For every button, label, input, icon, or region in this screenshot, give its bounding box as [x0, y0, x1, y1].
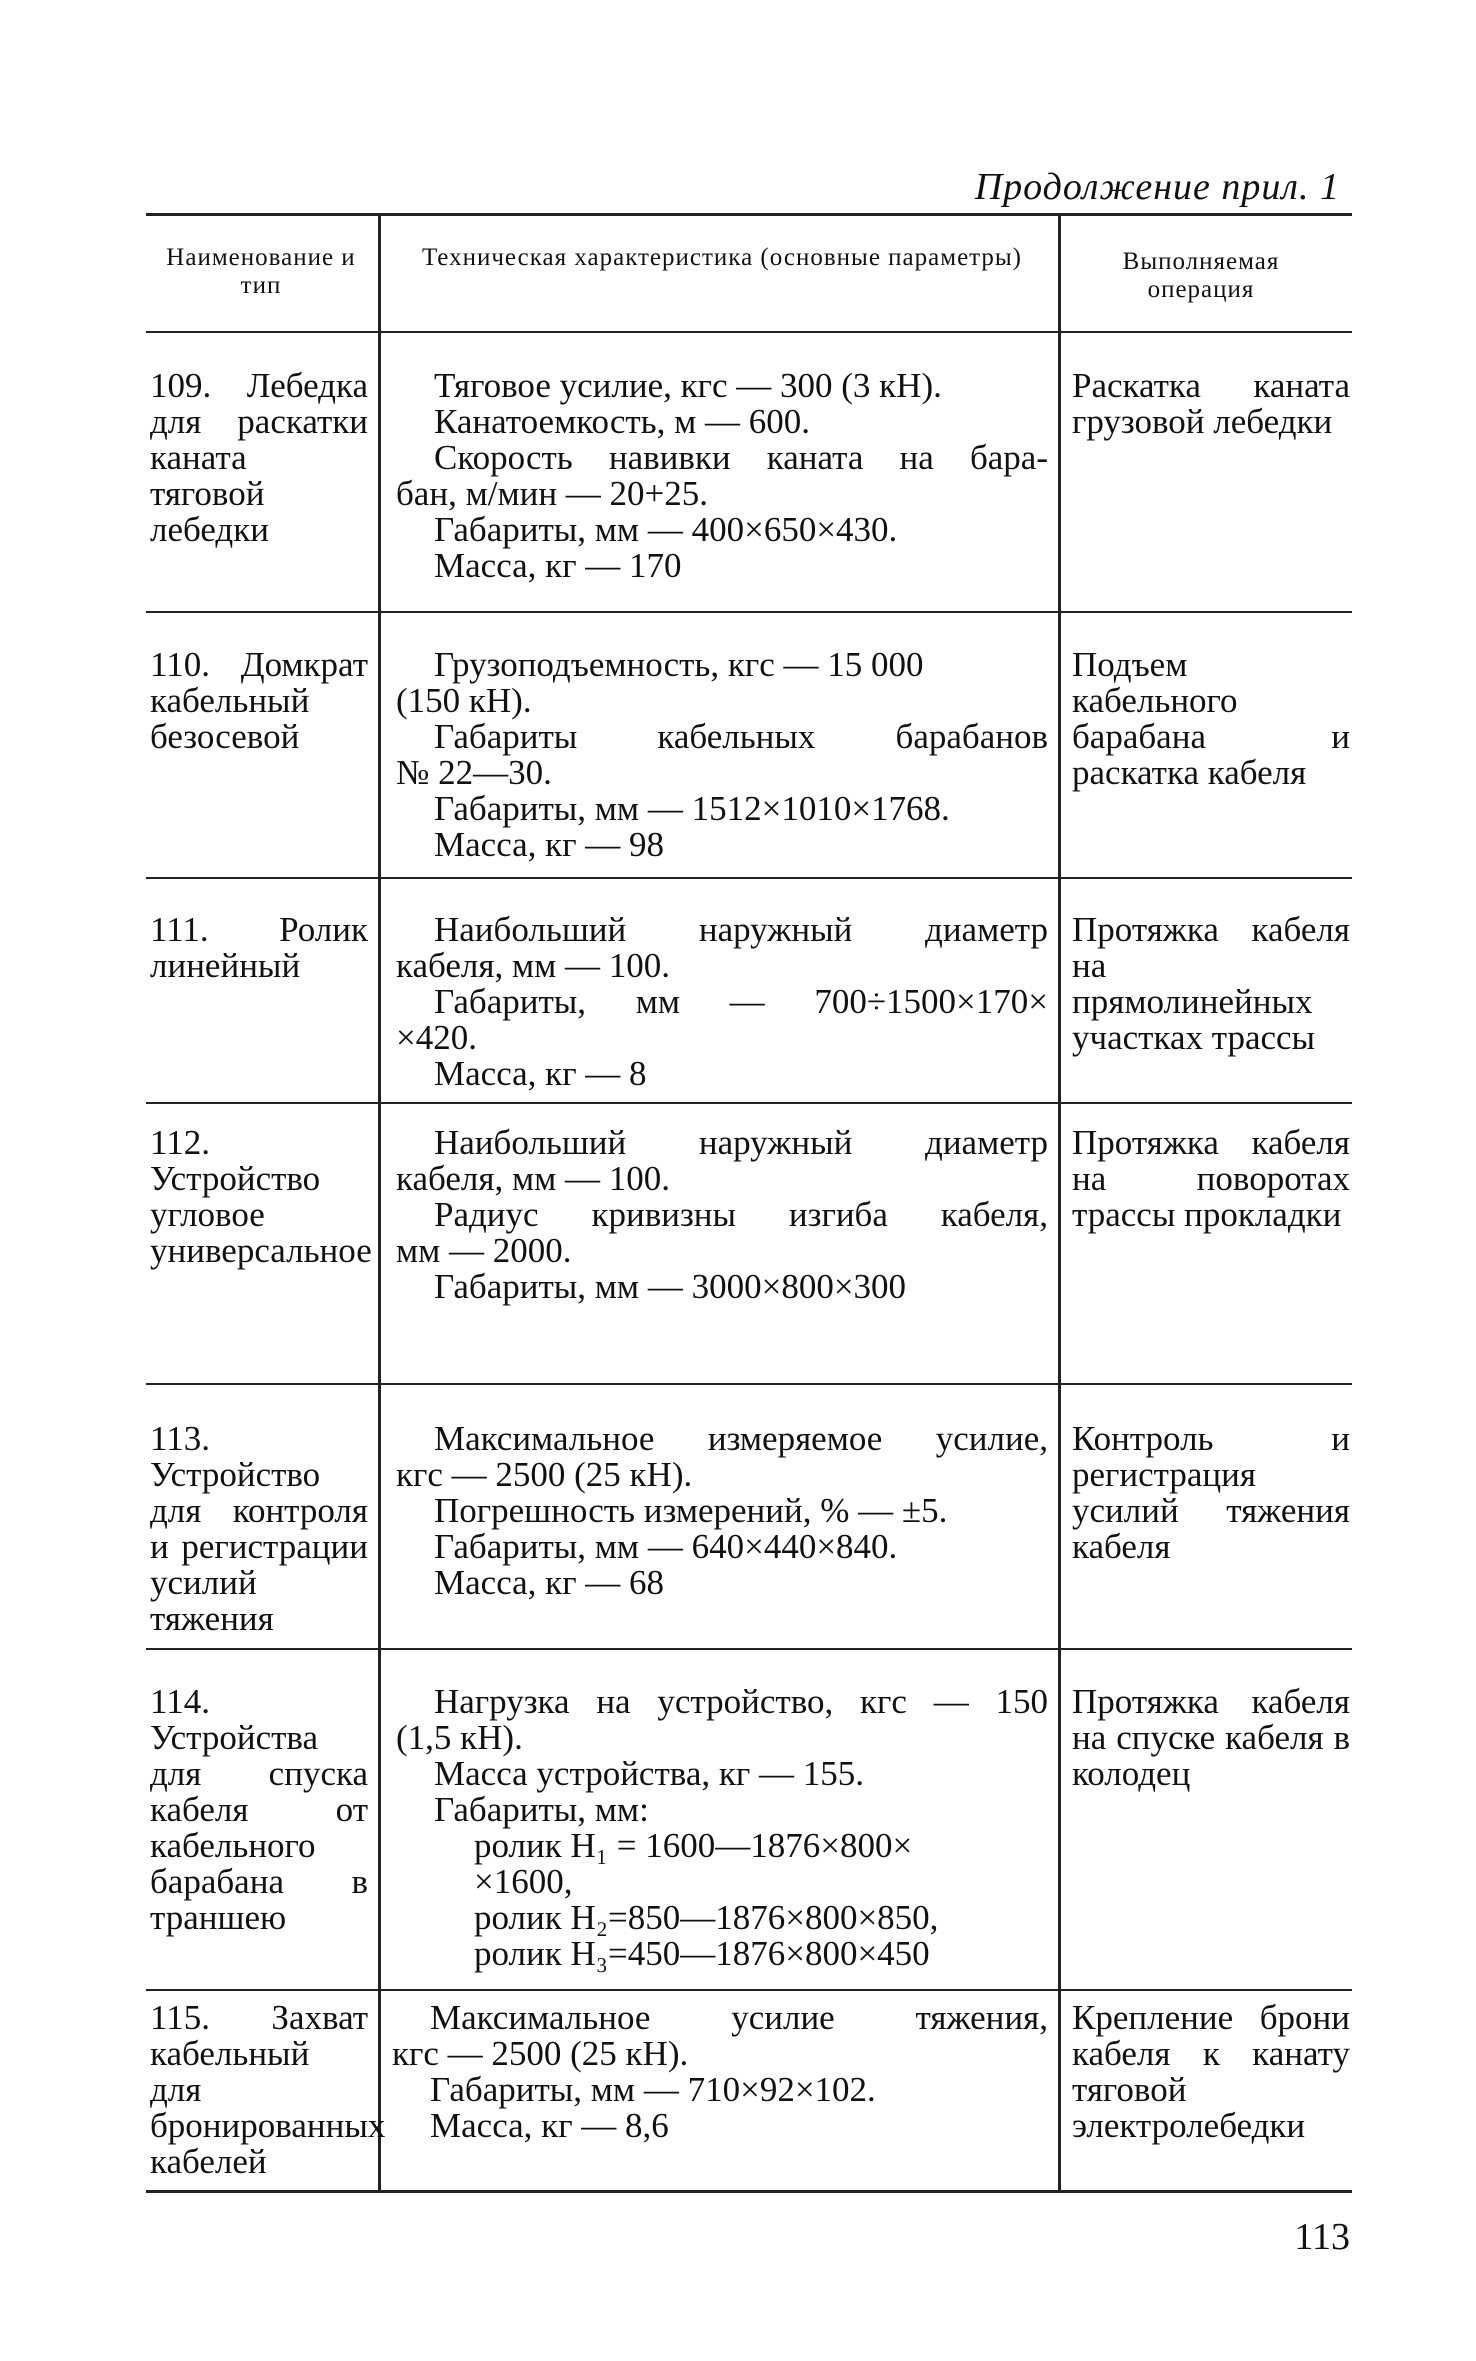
spec-line: кабеля, мм — 100. [396, 1159, 671, 1198]
row-113-spec [396, 1421, 1048, 1601]
spec-line: Максимальное измеряемое усилие, [434, 1419, 1048, 1458]
row-115-name: 115. Захват кабельный для бронированных кабелей [150, 1998, 386, 2181]
spec-line: Габариты, мм — 400×650×430. [434, 510, 898, 549]
row-rule [146, 1383, 1352, 1385]
row-109-spec [396, 368, 1048, 584]
row-111-name: 111. Ролик линейный [150, 910, 368, 985]
row-rule [146, 1648, 1352, 1650]
spec-line: Тяговое усилие, кгс — 300 (3 кН). [434, 366, 942, 405]
spec-line: Габариты, мм — 1512×1010×1768. [434, 789, 950, 828]
column-divider [378, 214, 381, 2190]
spec-line: мм — 2000. [396, 1231, 572, 1270]
row-rule [146, 1989, 1352, 1991]
row-111-operation: Протяжка кабеля на прямолинейных участках трассы [1072, 910, 1350, 1057]
row-114-operation: Протяжка кабеля на спуске кабеля в колодец [1072, 1682, 1350, 1793]
spec-line: Погрешность измерений, % — ±5. [434, 1491, 948, 1530]
row-112-name: 112. Устройство угловое универсальное [150, 1123, 372, 1270]
spec-line: Наибольший наружный диаметр [434, 910, 1048, 949]
row-109-name: 109. Лебедка для раскатки каната тяговой лебедки [150, 366, 368, 549]
header-rule [146, 331, 1352, 333]
spec-line: Габариты, мм — 710×92×102. [430, 2070, 876, 2109]
header-spec: Техническая характеристика (основные параметры) [421, 244, 1023, 271]
spec-line: Габариты, мм — 640×440×840. [434, 1527, 898, 1566]
table-bottom-rule [146, 2190, 1352, 2193]
row-rule [146, 877, 1352, 879]
spec-line: № 22—30. [396, 753, 552, 792]
row-115-spec [392, 2000, 1048, 2144]
row-113-operation: Контроль и регистрация усилий тяжения кабеля [1072, 1419, 1350, 1566]
spec-line: кгс — 2500 (25 кН). [392, 2034, 689, 2073]
spec-line: Габариты кабельных барабанов [434, 717, 1048, 756]
spec-line: Масса, кг — 170 [434, 546, 682, 585]
row-110-operation: Подъем кабельного барабана и раскатка кабеля [1072, 645, 1350, 792]
spec-line: Максимальное усилие тяжения, [430, 1998, 1048, 2037]
table-caption: Продолжение прил. 1 [974, 166, 1340, 208]
row-109-operation: Раскатка каната грузовой лебедки [1072, 366, 1350, 441]
spec-line: бан, м/мин — 20+25. [396, 474, 709, 513]
row-111-spec [396, 912, 1048, 1092]
spec-line: (150 кН). [396, 681, 532, 720]
row-114-spec [396, 1684, 1048, 1972]
spec-line: ролик H₃=450—1876×800×450 [474, 1934, 930, 1973]
row-rule [146, 1102, 1352, 1104]
spec-line: ×420. [396, 1018, 477, 1057]
table-top-rule [146, 213, 1352, 216]
column-divider [1058, 214, 1061, 2190]
spec-line: кабеля, мм — 100. [396, 946, 671, 985]
row-114-name: 114. Устройства для спуска кабеля от кабельного барабана в траншею [150, 1682, 368, 1937]
spec-line: Нагрузка на устройство, кгс — 150 [434, 1682, 1048, 1721]
header-operation: Выполняемая операция [1122, 248, 1280, 303]
spec-line: Габариты, мм — 3000×800×300 [434, 1267, 907, 1306]
row-113-name: 113. Устройство для контроля и регистрации усилий тяжения [150, 1419, 368, 1638]
spec-line: ролик H₂=850—1876×800×850, [474, 1898, 939, 1937]
page-number: 113 [1294, 2216, 1350, 2258]
spec-line: Масса, кг — 8 [434, 1054, 647, 1093]
row-110-spec [396, 647, 1048, 863]
spec-line: (1,5 кН). [396, 1718, 523, 1757]
spec-line: Масса, кг — 8,6 [430, 2106, 669, 2145]
spec-line: Радиус кривизны изгиба кабеля, [434, 1195, 1048, 1234]
row-110-name: 110. Домкрат кабельный безосевой [150, 645, 368, 756]
spec-line: кгс — 2500 (25 кН). [396, 1455, 693, 1494]
spec-line: Габариты, мм — 700÷1500×170× [434, 982, 1048, 1021]
spec-line: ×1600, [474, 1862, 573, 1901]
row-115-operation: Крепление брони кабеля к канату тяговой электролебедки [1072, 1998, 1350, 2145]
spec-line: Масса, кг — 68 [434, 1563, 665, 1602]
row-rule [146, 611, 1352, 613]
row-112-operation: Протяжка кабеля на поворотах трассы прокладки [1072, 1123, 1350, 1234]
spec-line: Масса устройства, кг — 155. [434, 1754, 864, 1793]
header-name: Наименование и тип [166, 244, 356, 299]
spec-line: Грузоподъемность, кгс — 15 000 [434, 645, 924, 684]
row-112-spec [396, 1125, 1048, 1305]
spec-line: ролик H₁ = 1600—1876×800× [474, 1826, 913, 1865]
spec-line: Скорость навивки каната на бара- [434, 438, 1048, 477]
spec-line: Габариты, мм: [434, 1790, 649, 1829]
spec-line: Масса, кг — 98 [434, 825, 665, 864]
spec-line: Наибольший наружный диаметр [434, 1123, 1048, 1162]
spec-line: Канатоемкость, м — 600. [434, 402, 811, 441]
